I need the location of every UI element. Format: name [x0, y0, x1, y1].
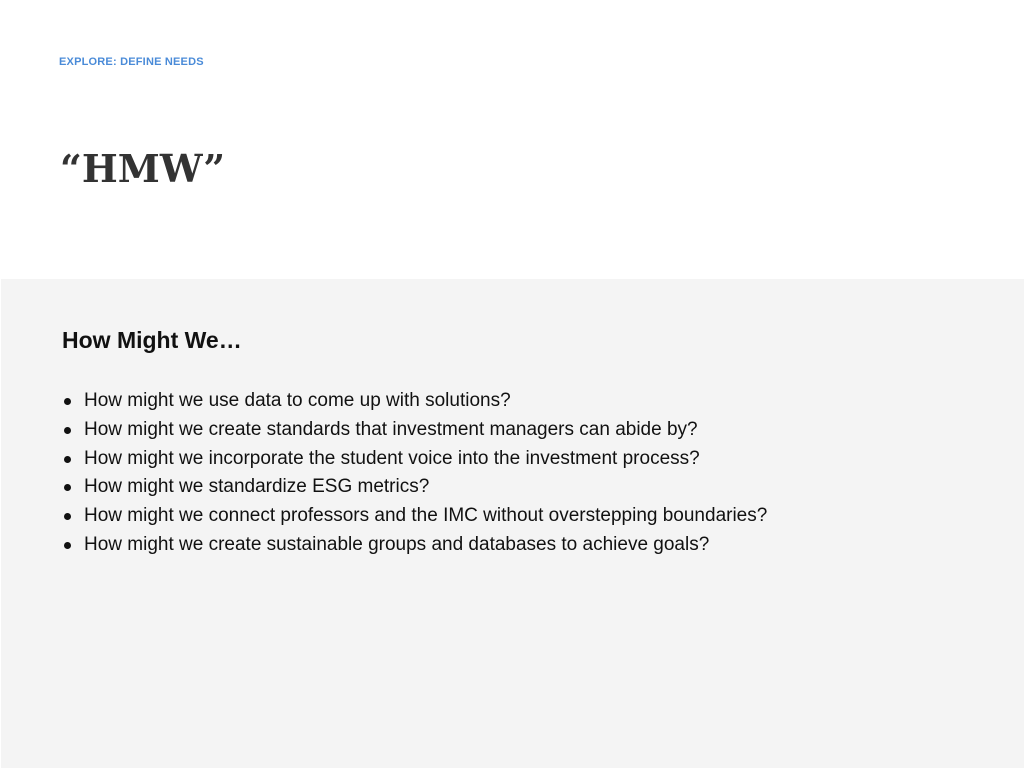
list-item: How might we create sustainable groups and databases to achieve goals? [62, 531, 767, 560]
list-item: How might we use data to come up with solutions? [62, 387, 767, 416]
section-label: EXPLORE: DEFINE NEEDS [59, 56, 204, 68]
panel-heading: How Might We… [62, 327, 242, 353]
hmw-question-list [62, 387, 767, 560]
content-panel [1, 279, 1024, 768]
list-item: How might we create standards that investment managers can abide by? [62, 416, 767, 445]
slide-title: “HMW” [60, 146, 226, 191]
list-item: How might we incorporate the student voice into the investment process? [62, 445, 767, 474]
list-item: How might we connect professors and the IMC without overstepping boundaries? [62, 502, 767, 531]
list-item: How might we standardize ESG metrics? [62, 473, 767, 502]
